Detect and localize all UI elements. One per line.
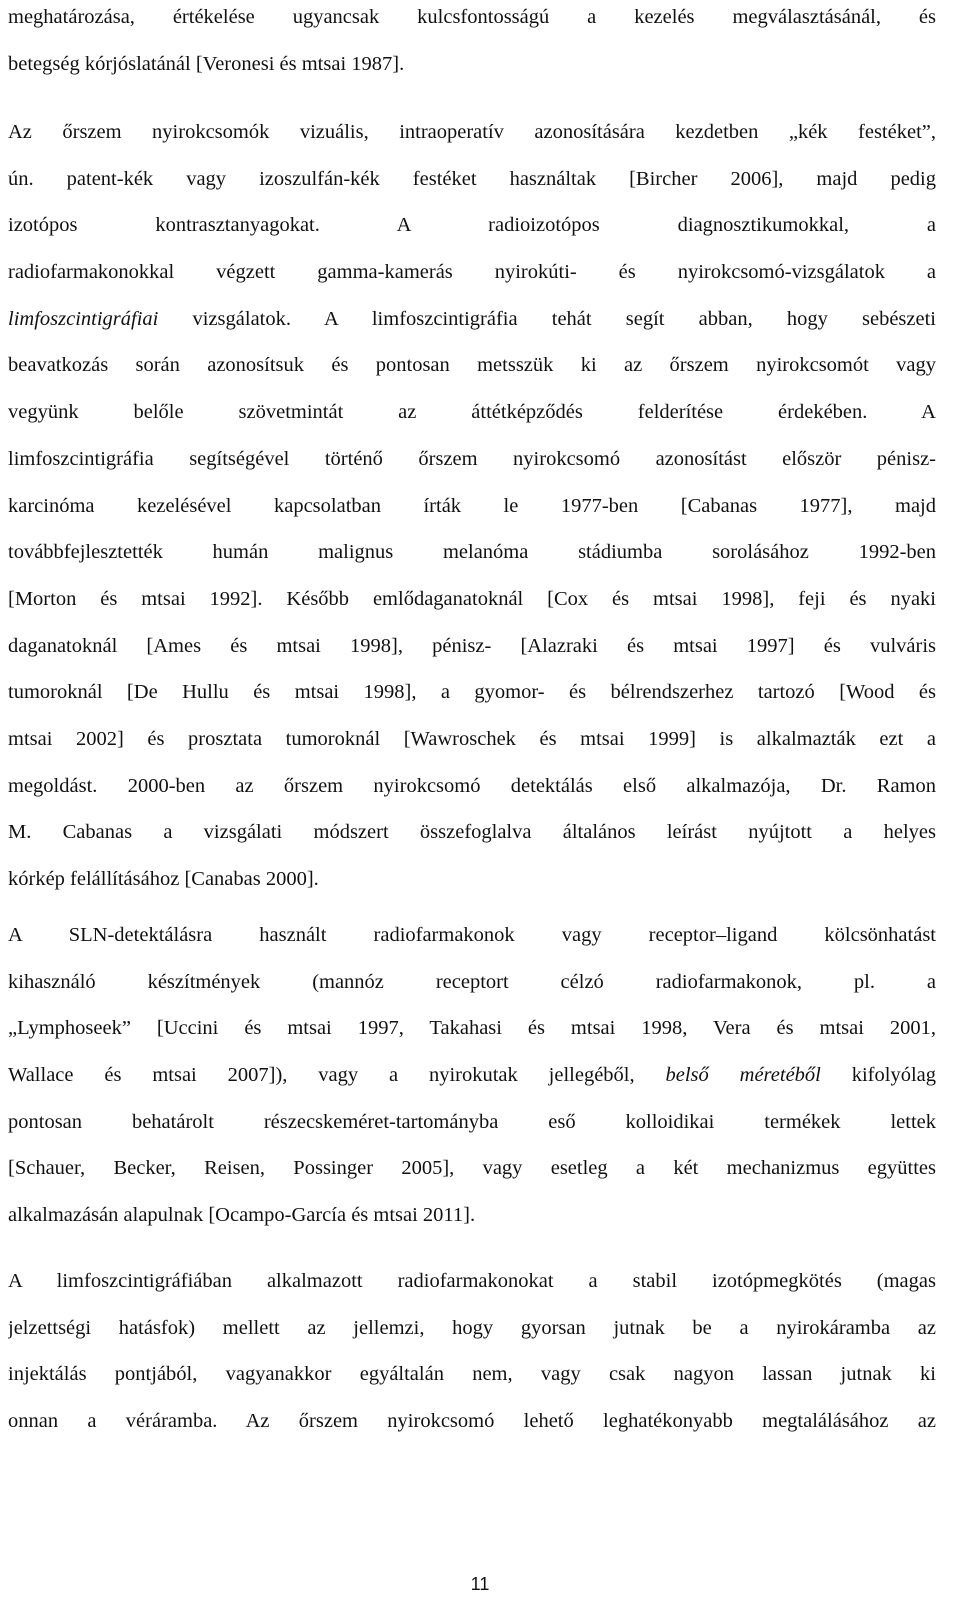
- text-line: [Schauer, Becker, Reisen, Possinger 2005], vagy esetleg a két mechanizmus együttes: [8, 1157, 936, 1180]
- text-line: daganatoknál [Ames és mtsai 1998], pénisz- [Alazraki és mtsai 1997] és vulváris: [8, 634, 936, 657]
- text-line: továbbfejlesztették humán malignus melanóma stádiumba sorolásához 1992-ben: [8, 541, 936, 564]
- text-line: meghatározása, értékelése ugyancsak kulcsfontosságú a kezelés megválasztásánál, és: [8, 6, 936, 28]
- text-line: [8, 1052, 936, 1099]
- text-line: karcinóma kezelésével kapcsolatban írták le 1977-ben [Cabanas 1977], majd: [8, 494, 936, 517]
- text-line: kihasználó készítmények (mannóz receptort célzó radiofarmakonok, pl. a: [8, 970, 936, 993]
- text-line: „Lymphoseek” [Uccini és mtsai 1997, Takahasi és mtsai 1998, Vera és mtsai 2001,: [8, 1017, 936, 1040]
- text-line: vegyünk belőle szövetmintát az áttétképződés felderítése érdekében. A: [8, 401, 936, 424]
- text-run: kifolyólag: [820, 1064, 936, 1087]
- text-line: izotópos kontrasztanyagokat. A radioizotópos diagnosztikumokkal, a: [8, 214, 936, 237]
- text-line: onnan a véráramba. Az őrszem nyirokcsomó lehető leghatékonyabb megtalálásához az: [8, 1410, 936, 1433]
- text-line: ún. patent-kék vagy izoszulfán-kék festéket használtak [Bircher 2006], majd pedig: [8, 167, 936, 190]
- italic-term: limfoszcintigráfiai: [8, 307, 159, 330]
- text-line: limfoszcintigráfia segítségével történő őrszem nyirokcsomó azonosítást először pénisz-: [8, 447, 936, 470]
- paragraph-1: [8, 0, 936, 87]
- text-line: A limfoszcintigráfiában alkalmazott radiofarmakonokat a stabil izotópmegkötés (magas: [8, 1270, 936, 1292]
- paragraph-4: [8, 1258, 936, 1445]
- text-line: jelzettségi hatásfok) mellett az jellemzi, hogy gyorsan jutnak be a nyirokáramba az: [8, 1316, 936, 1339]
- text-line: A SLN-detektálásra használt radiofarmakonok vagy receptor–ligand kölcsönhatást: [8, 924, 936, 946]
- text-line: [Morton és mtsai 1992]. Később emlődaganatoknál [Cox és mtsai 1998], feji és nyaki: [8, 587, 936, 610]
- paragraph-3: [8, 912, 936, 1239]
- text-line: M. Cabanas a vizsgálati módszert összefoglalva általános leírást nyújtott a helyes: [8, 821, 936, 844]
- text-line: megoldást. 2000-ben az őrszem nyirokcsomó detektálás első alkalmazója, Dr. Ramon: [8, 774, 936, 797]
- text-run: vizsgálatok. A limfoszcintigráfia tehát segít abban, hogy sebészeti: [158, 307, 936, 330]
- text-line: kórkép felállításához [Canabas 2000].: [8, 868, 319, 890]
- text-line: radiofarmakonokkal végzett gamma-kamerás nyirokúti- és nyirokcsomó-vizsgálatok a: [8, 261, 936, 284]
- text-line: [8, 296, 936, 343]
- text-line: injektálás pontjából, vagyanakkor egyáltalán nem, vagy csak nagyon lassan jutnak ki: [8, 1363, 936, 1386]
- text-line: pontosan behatárolt részecskeméret-tartományba eső kolloidikai termékek lettek: [8, 1110, 936, 1133]
- italic-term: belső méretéből: [665, 1064, 821, 1087]
- text-line: beavatkozás során azonosítsuk és pontosan metsszük ki az őrszem nyirokcsomót vagy: [8, 354, 936, 377]
- text-line: Az őrszem nyirokcsomók vizuális, intraoperatív azonosítására kezdetben „kék festéket”,: [8, 121, 936, 143]
- text-line: mtsai 2002] és prosztata tumoroknál [Wawroschek és mtsai 1999] is alkalmazták ezt a: [8, 727, 936, 750]
- text-line: betegség kórjóslatánál [Veronesi és mtsai 1987].: [8, 52, 405, 75]
- text-line: alkalmazásán alapulnak [Ocampo-García és mtsai 2011].: [8, 1204, 476, 1227]
- text-line: tumoroknál [De Hullu és mtsai 1998], a gyomor- és bélrendszerhez tartozó [Wood és: [8, 681, 936, 704]
- text-run: Wallace és mtsai 2007]), vagy a nyirokutak jellegéből,: [8, 1064, 666, 1087]
- paragraph-2: [8, 109, 936, 903]
- page-number: 11: [470, 1574, 490, 1594]
